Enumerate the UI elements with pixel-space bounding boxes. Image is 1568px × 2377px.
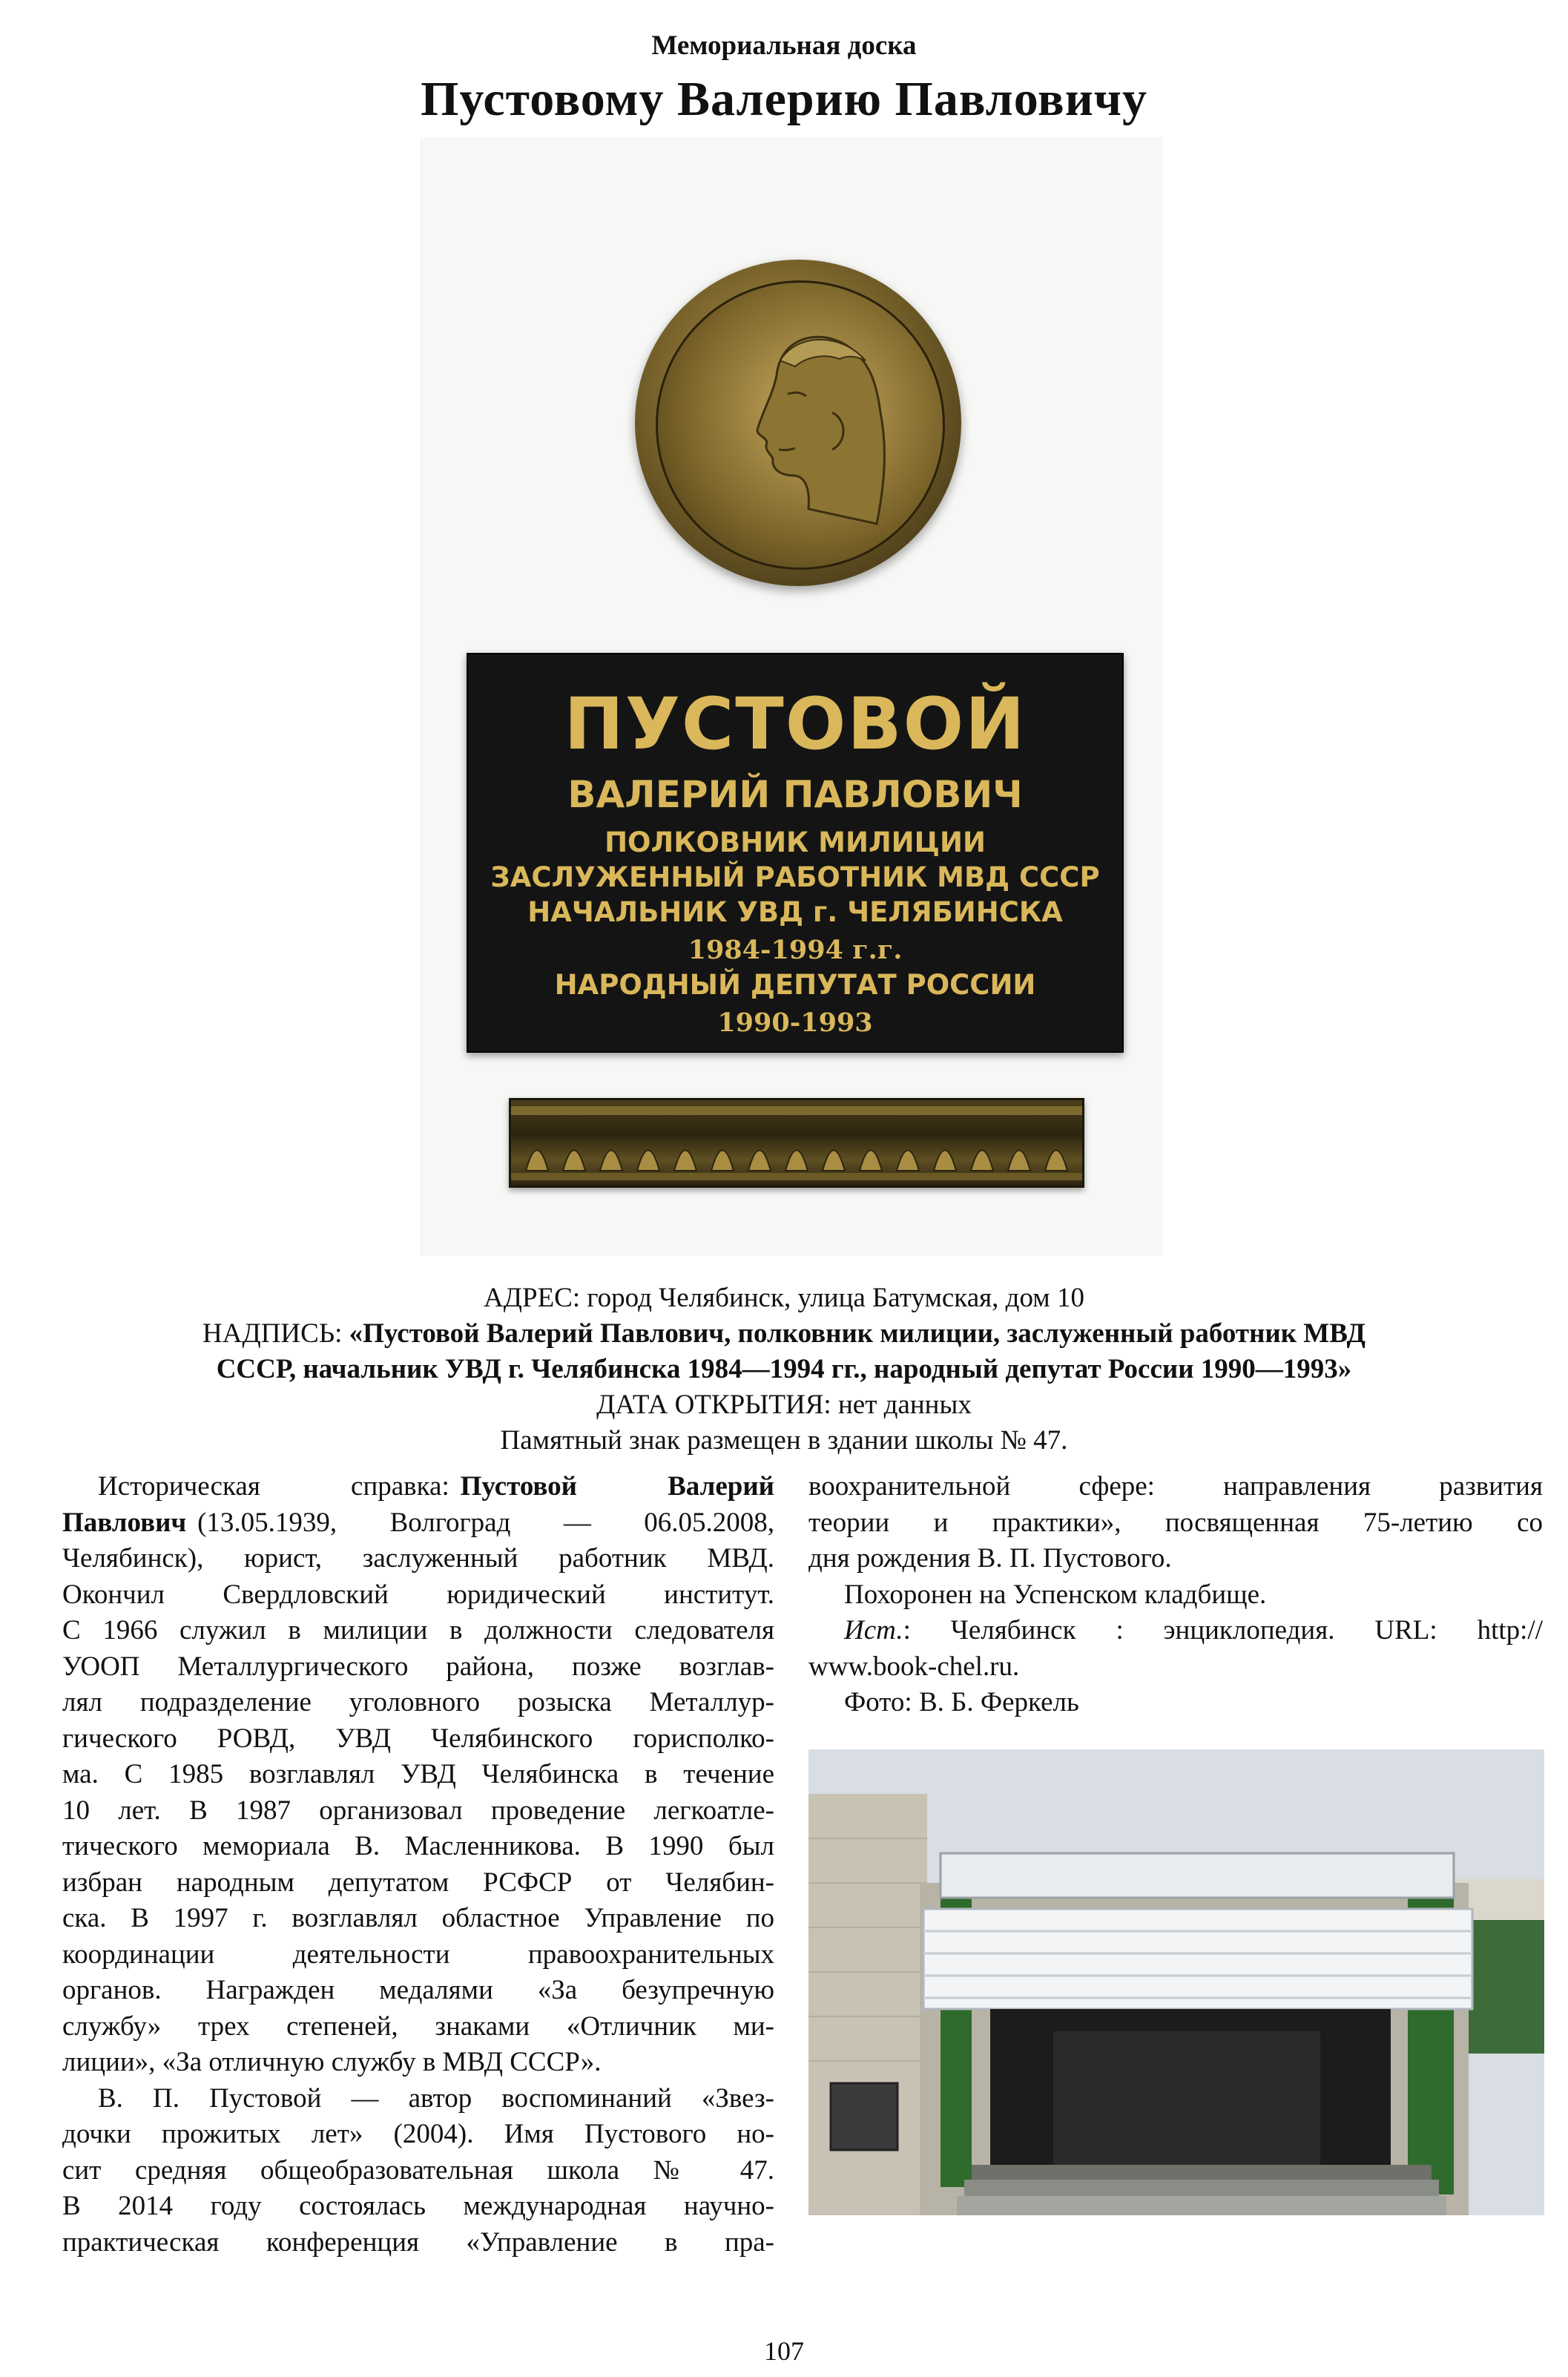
page-title: Пустовому Валерию Павловичу bbox=[421, 72, 1147, 126]
biography-left-column bbox=[62, 1469, 774, 2261]
body-line: 10 лет. В 1987 организовал проведение легкоатле- bbox=[62, 1795, 774, 1826]
body-line: органов. Награжден медалями «За безупречную bbox=[62, 1975, 774, 2005]
body-line: лиции», «За отличную службу в МВД СССР». bbox=[62, 2047, 602, 2077]
body-line: ма. С 1985 возглавлял УВД Челябинска в течение bbox=[62, 1759, 774, 1789]
burial-line: Похоронен на Успенском кладбище. bbox=[844, 1579, 1267, 1610]
body-line: сит средняя общеобразовательная школа № 47. bbox=[62, 2154, 774, 2186]
body-line: тического мемориала В. Масленникова. В 1990 был bbox=[62, 1831, 774, 1861]
plate-deputy-years: 1990-1993 bbox=[717, 1007, 873, 1038]
photo-credit: Фото: В. Б. Феркель bbox=[844, 1687, 1079, 1717]
body-line: дочки прожитых лет» (2004). Имя Пустового но- bbox=[62, 2119, 774, 2149]
inscription-text-1: «Пустовой Валерий Павлович, полковник милиции, заслуженный работник МВД bbox=[349, 1318, 1366, 1349]
body-line: Челябинск), юрист, заслуженный работник МВД. bbox=[62, 1543, 774, 1574]
opening-value: нет данных bbox=[837, 1390, 972, 1420]
address-line bbox=[0, 1281, 1568, 1315]
body-line: ска. В 1997 г. возглавлял областное Управление по bbox=[62, 1903, 774, 1933]
plate-position-years: 1984-1994 г.г. bbox=[688, 935, 903, 965]
inscription-label: НАДПИСЬ: bbox=[202, 1318, 343, 1349]
plate-surname: ПУСТОВОЙ bbox=[564, 683, 1027, 766]
school-entrance-canopy-icon bbox=[808, 1749, 1544, 2215]
plate-position: НАЧАЛЬНИК УВД г. ЧЕЛЯБИНСКА bbox=[527, 896, 1063, 928]
source-value: : Челябинск : энциклопедия. URL: http:// bbox=[903, 1615, 1543, 1646]
body-line: воохранительной сфере: направления развития bbox=[808, 1471, 1543, 1502]
memorial-plaque-subtitle: Мемориальная доска bbox=[651, 30, 917, 61]
body-line: службу» трех степеней, знаками «Отличник ми- bbox=[62, 2011, 774, 2042]
plate-name: ВАЛЕРИЙ ПАВЛОВИЧ bbox=[567, 773, 1023, 816]
school-entrance-photo bbox=[808, 1749, 1544, 2215]
body-line: Историческая справка: Пустовой Валерий bbox=[98, 1471, 775, 1502]
opening-date-line bbox=[0, 1388, 1568, 1422]
source-url: www.book-chel.ru. bbox=[808, 1651, 1020, 1682]
source-line bbox=[808, 1613, 1543, 1649]
address-label: АДРЕС: bbox=[484, 1283, 581, 1313]
body-line: координации деятельности правоохранительных bbox=[62, 1939, 774, 1970]
body-line: избран народным депутатом РСФСР от Челябин- bbox=[62, 1867, 774, 1898]
opening-label: ДАТА ОТКРЫТИЯ: bbox=[596, 1390, 831, 1420]
body-line: гического РОВД, УВД Челябинского горисполко- bbox=[62, 1723, 774, 1754]
body-line: В 2014 году состоялась международная научно- bbox=[62, 2191, 774, 2221]
page-number: 107 bbox=[764, 2336, 804, 2366]
body-line: С 1966 служил в милиции в должности следователя bbox=[62, 1615, 774, 1646]
inscription-text-2: СССР, начальник УВД г. Челябинска 1984—1994 гг., народный депутат России 1990—1993» bbox=[216, 1354, 1352, 1384]
body-line: дня рождения В. П. Пустового. bbox=[808, 1543, 1172, 1574]
portrait-profile-icon bbox=[736, 323, 892, 531]
body-line: Павлович (13.05.1939, Волгоград — 06.05.2008, bbox=[62, 1507, 774, 1538]
biography-right-column bbox=[808, 1469, 1543, 1721]
bronze-portrait-medallion-icon bbox=[635, 260, 961, 586]
body-line: УООП Металлургического района, позже возглав- bbox=[62, 1651, 774, 1682]
plate-deputy: НАРОДНЫЙ ДЕПУТАТ РОССИИ bbox=[554, 969, 1036, 1001]
plate-rank: ПОЛКОВНИК МИЛИЦИИ bbox=[605, 826, 986, 858]
body-line: теории и практики», посвященная 75-летию со bbox=[808, 1507, 1543, 1538]
body-line: В. П. Пустовой — автор воспоминаний «Звез- bbox=[98, 2082, 774, 2114]
plaque-photo bbox=[420, 137, 1163, 1256]
plate-title: ЗАСЛУЖЕННЫЙ РАБОТНИК МВД СССР bbox=[490, 861, 1100, 893]
body-line: Окончил Свердловский юридический институт. bbox=[62, 1579, 774, 1610]
ornamental-bronze-bar-icon bbox=[509, 1098, 1084, 1188]
inscription-line bbox=[0, 1317, 1568, 1351]
inscription-line-2 bbox=[0, 1352, 1568, 1387]
source-label: Ист. bbox=[844, 1615, 903, 1646]
address-value: город Челябинск, улица Батумская, дом 10 bbox=[587, 1283, 1084, 1313]
body-line: практическая конференция «Управление в пра- bbox=[62, 2226, 774, 2258]
body-line: лял подразделение уголовного розыска Металлур- bbox=[62, 1687, 774, 1717]
inscription-plate bbox=[467, 653, 1124, 1053]
placement-note: Памятный знак размещен в здании школы № 47. bbox=[500, 1425, 1068, 1456]
